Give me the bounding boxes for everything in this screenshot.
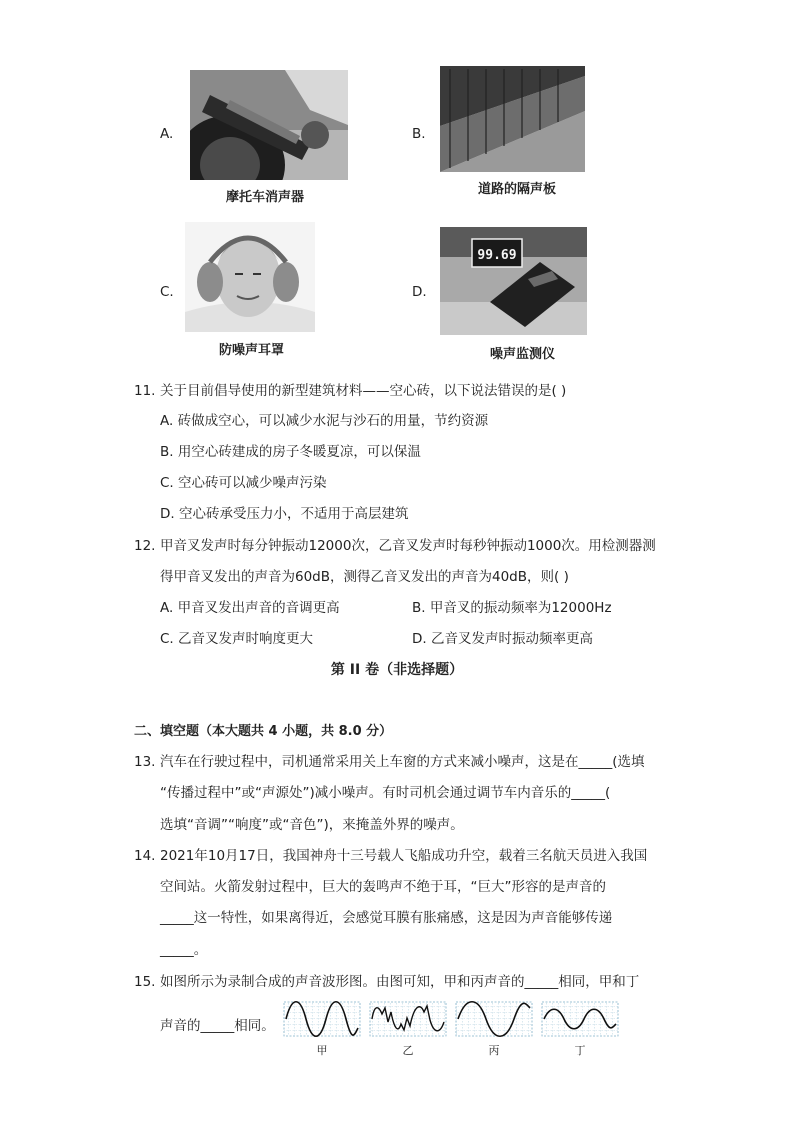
q11-option-b: B. 用空心砖建成的房子冬暖夏凉，可以保温 (160, 444, 421, 460)
earmuffs-photo (185, 222, 315, 332)
option-c-caption: 防噪声耳罩 (219, 343, 285, 358)
q13-line3: 选填“音调”“响度”或“音色”)，来掩盖外界的噪声。 (160, 817, 464, 833)
option-b-caption: 道路的隔声板 (478, 182, 557, 197)
section-two-header: 二、填空题（本大题共 4 小题，共 8.0 分） (134, 724, 393, 739)
option-a-caption: 摩托车消声器 (226, 190, 305, 205)
q11-option-a: A. 砖做成空心，可以减少水泥与沙石的用量，节约资源 (160, 413, 489, 429)
waveform-yi (370, 1002, 446, 1036)
option-b-letter: B. (412, 126, 426, 142)
q15-number: 15. (134, 974, 156, 990)
q14-number: 14. (134, 848, 156, 864)
road-barrier-photo (440, 66, 585, 172)
waveform-ding (542, 1002, 618, 1036)
q12-option-a: A. 甲音叉发出声音的音调更高 (160, 600, 340, 616)
q12-option-d: D. 乙音叉发声时振动频率更高 (412, 631, 593, 647)
waveform-diagrams (282, 1000, 622, 1040)
option-c-letter: C. (160, 284, 174, 300)
wave-label-ding: 丁 (574, 1044, 586, 1057)
q12-stem-line1: 甲音叉发声时每分钟振动12000次，乙音叉发声时每秒钟振动1000次。用检测器测 (160, 538, 656, 554)
q11-number: 11. (134, 383, 156, 399)
part-two-title: 第 II 卷（非选择题） (330, 662, 464, 678)
noise-monitor-photo (440, 227, 587, 335)
q14-line2: 空间站。火箭发射过程中，巨大的轰鸣声不绝于耳，“巨大”形容的是声音的 (160, 879, 606, 895)
q14-line3: _____这一特性，如果离得近，会感觉耳膜有胀痛感，这是因为声音能够传递 (160, 910, 613, 926)
q13-number: 13. (134, 754, 156, 770)
waveform-jia (284, 1002, 360, 1037)
wave-label-jia: 甲 (316, 1044, 328, 1057)
q11-stem: 关于目前倡导使用的新型建筑材料——空心砖，以下说法错误的是( ) (160, 383, 567, 399)
waveform-bing (456, 1002, 532, 1037)
q12-stem-line2: 得甲音叉发出的声音为60dB，测得乙音叉发出的声音为40dB，则( ) (160, 569, 569, 585)
q14-line4: _____。 (160, 942, 208, 958)
q12-option-b: B. 甲音叉的振动频率为12000Hz (412, 600, 612, 616)
q15-line2: 声音的_____相同。 (160, 1018, 275, 1034)
q14-line1: 2021年10月17日，我国神舟十三号载人飞船成功升空，载着三名航天员进入我国 (160, 848, 648, 864)
option-d-letter: D. (412, 284, 427, 300)
motorcycle-muffler-photo (190, 70, 348, 180)
q15-line1: 如图所示为录制合成的声音波形图。由图可知，甲和丙声音的_____相同，甲和丁 (160, 974, 640, 990)
wave-label-yi: 乙 (402, 1044, 414, 1057)
option-d-caption: 噪声监测仪 (490, 347, 556, 362)
wave-label-bing: 丙 (488, 1044, 500, 1057)
monitor-display-reading: 99.69 (477, 248, 517, 263)
q12-number: 12. (134, 538, 156, 554)
q11-option-d: D. 空心砖承受压力小，不适用于高层建筑 (160, 506, 409, 522)
q13-line1: 汽车在行驶过程中，司机通常采用关上车窗的方式来减小噪声，这是在_____(选填 (160, 754, 645, 770)
q12-option-c: C. 乙音叉发声时响度更大 (160, 631, 314, 647)
q11-option-c: C. 空心砖可以减少噪声污染 (160, 475, 327, 491)
q13-line2: “传播过程中”或“声源处”)减小噪声。有时司机会通过调节车内音乐的_____( (160, 785, 611, 801)
option-a-letter: A. (160, 126, 174, 142)
